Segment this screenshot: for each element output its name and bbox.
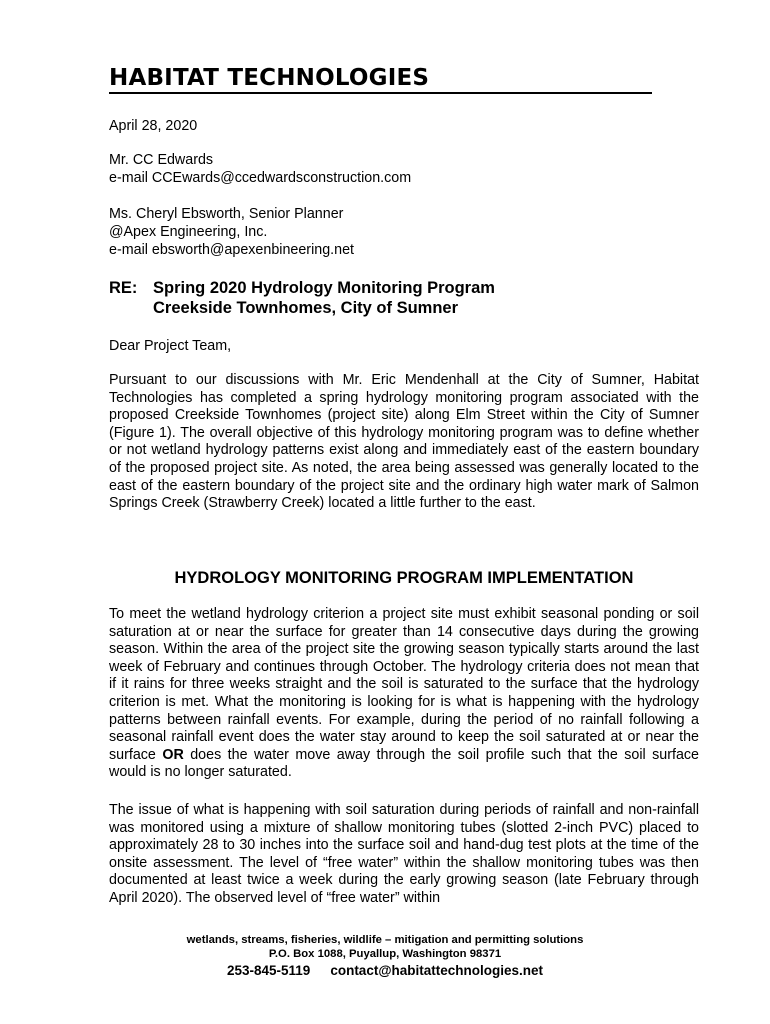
subject-label: RE: (109, 279, 138, 297)
footer-tagline: wetlands, streams, fisheries, wildlife – mitigation and permitting solutions (186, 934, 584, 946)
footer-phone: 253-845-5119 (226, 963, 311, 978)
footer-address: P.O. Box 1088, Puyallup, Washington 98371 (268, 948, 502, 960)
recipient2-email: e-mail ebsworth@apexenbineering.net (109, 242, 354, 258)
recipient2-company: @Apex Engineering, Inc. (109, 224, 268, 240)
subject-line1: Spring 2020 Hydrology Monitoring Program (153, 279, 495, 297)
paragraph2-text-end: does the water move away through the soil profile such that the soil surface would is no longer saturated. (109, 746, 700, 781)
recipient1-email: e-mail CCEwards@ccedwardsconstruction.com (109, 170, 412, 186)
section-heading: HYDROLOGY MONITORING PROGRAM IMPLEMENTATION (174, 569, 634, 587)
footer-contact (60, 962, 710, 979)
recipient2-name-title: Ms. Cheryl Ebsworth, Senior Planner (109, 206, 344, 222)
hydrology-criteria-paragraph (109, 606, 699, 782)
letter-date: April 28, 2020 (109, 118, 198, 134)
footer-email: contact@habitattechnologies.net (330, 963, 543, 978)
subject-line2: Creekside Townhomes, City of Sumner (153, 299, 459, 317)
letterhead-company-name: HABITAT TECHNOLOGIES (109, 64, 652, 94)
monitoring-method-paragraph: The issue of what is happening with soil saturation during periods of rainfall and non-rainfall was monitored using a mixture of shallow monitoring tubes (slotted 2-inch PVC) placed to approximately 28 to 30 inches into the surface soil and hand-dug test plots at the time of the onsite assessment. The level of “free water” within the shallow monitoring tubes was then documented at least twice a week during the early growing season (late February through April 2020). The observed level of “free water” within (109, 802, 699, 906)
paragraph2-text-start: To meet the wetland hydrology criterion a project site must exhibit seasonal ponding or soil saturation at or near the surface for greater than 14 consecutive days during the growing season. Within the area of the project site the growing season typically starts around the last week of February and continues through October. The hydrology criteria does not mean that if it rains for three weeks straight and the soil is saturated to the surface that the hydrology criterion is met. What the monitoring is looking for is what is happening with the hydrology patterns between rainfall events. For example, during the period of no rainfall following a seasonal rainfall event does the water stay around to keep the soil saturated at or near the surface (109, 606, 699, 763)
salutation: Dear Project Team, (109, 338, 232, 354)
intro-paragraph: Pursuant to our discussions with Mr. Eric Mendenhall at the City of Sumner, Habitat Technologies has completed a spring hydrology monitoring program associated with the proposed Creekside Townhomes (project site) along Elm Street within the City of Sumner (Figure 1). The overall objective of this hydrology monitoring program was to define whether or not wetland hydrology patterns exist along and immediately east of the eastern boundary of the proposed project site. As noted, the area being assessed was generally located to the east of the eastern boundary of the project site and the ordinary high water mark of Salmon Springs Creek (Strawberry Creek) located a little further to the east. (109, 372, 699, 512)
paragraph2-bold-or: OR (162, 746, 184, 763)
recipient1-name: Mr. CC Edwards (109, 152, 214, 168)
